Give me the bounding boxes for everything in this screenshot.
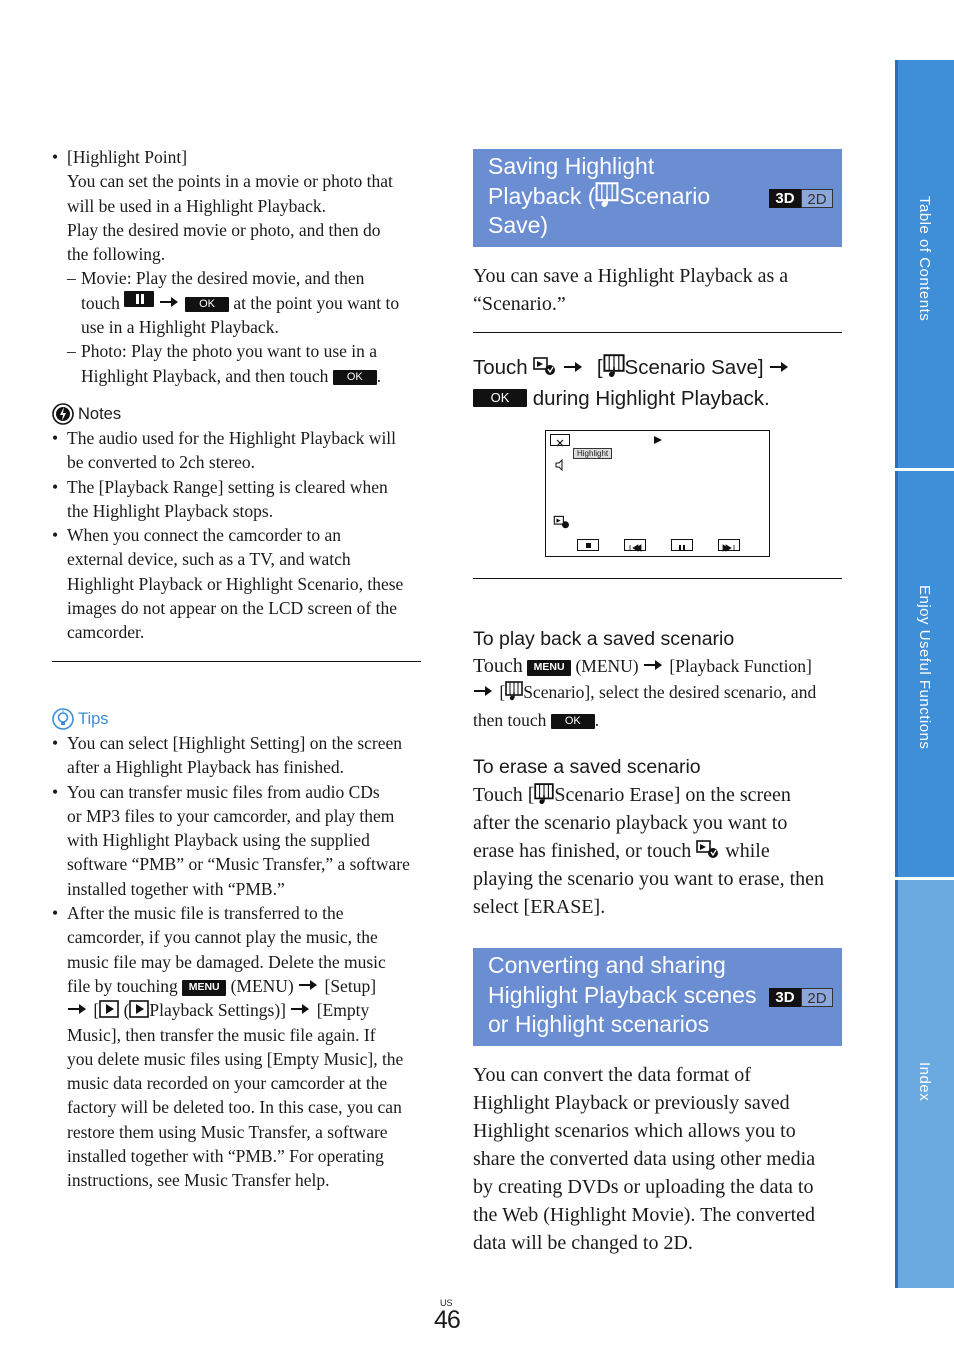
notes-header xyxy=(52,402,427,426)
tab-enjoy-useful-functions[interactable] xyxy=(895,471,954,877)
arrow-icon xyxy=(67,1003,89,1015)
divider xyxy=(52,661,421,662)
pause-button[interactable] xyxy=(671,539,693,551)
stop-button[interactable] xyxy=(577,539,599,551)
ok-button-icon: OK xyxy=(333,370,377,385)
play-status-icon xyxy=(653,435,663,445)
movie-text: – Movie: Play the desired movie, and then xyxy=(81,268,365,289)
note-item: • The [Playback Range] setting is cleared when the Highlight Playback stops. xyxy=(52,475,427,524)
scenario-icon xyxy=(534,783,554,805)
hp-text: Play the desired movie or photo, and then do xyxy=(67,219,381,240)
volume-icon xyxy=(554,459,566,471)
hp-text: will be used in a Highlight Playback. xyxy=(67,195,327,216)
lcd-screen-illustration xyxy=(545,430,770,557)
menu-button-icon: MENU xyxy=(182,980,226,996)
divider xyxy=(473,578,842,579)
ok-button-icon: OK xyxy=(185,297,229,312)
notes-list xyxy=(52,426,427,645)
tip-item: • After the music file is transferred to the camcorder, if you cannot play the music, the music file may be damaged. Delete the music file by touching MENU (MENU) [Setup] [ ( Playback Settings)] [Empty Music], then transfer the music file again. If you delete music files using [Empty Music], the music data recorded on your camcorder at the factory will be deleted too. In this case, you can restore them using Music Transfer, a software installed together with “PMB.” For operating instructions, see Music Transfer help. xyxy=(52,901,427,1193)
section-title: or Highlight scenarios xyxy=(488,1011,710,1037)
lightbulb-icon xyxy=(52,708,74,730)
sec2-body: You can convert the data format of Highlight Playback or previously saved Highlight scenarios which allows you to share the converted data using other media by creating DVDs or uploading the data to the Web (Highlight Movie). The converted data will be changed to 2D. xyxy=(473,1064,816,1254)
badge-3d: 3D xyxy=(769,189,801,208)
arrow-icon xyxy=(563,361,585,373)
notes-title: Notes xyxy=(78,404,122,423)
converting-sharing-header xyxy=(473,948,842,1046)
photo-step xyxy=(67,339,427,388)
tab-index[interactable] xyxy=(895,880,954,1288)
divider xyxy=(473,332,842,333)
tab-label: Index xyxy=(916,1062,933,1102)
arrow-icon xyxy=(290,1003,312,1015)
previous-button[interactable] xyxy=(624,539,646,551)
tips-title: Tips xyxy=(78,709,109,728)
tip-item: • You can transfer music files from audio CDs or MP3 files to your camcorder, and play them with Highlight Playback using the supplied software “PMB” or “Music Transfer,” a software installed together with “PMB.” xyxy=(52,780,427,901)
tab-label: Enjoy Useful Functions xyxy=(916,585,933,750)
note-item: • When you connect the camcorder to an external device, such as a TV, and watch Highlight Playback or Highlight Scenario, these images do not appear on the LCD screen of the camcorder. xyxy=(52,523,427,644)
arrow-icon xyxy=(298,979,320,991)
saving-highlight-header xyxy=(473,149,842,247)
movie-text: touch xyxy=(81,292,120,313)
tips-section xyxy=(52,707,427,1193)
photo-text: Highlight Playback, and then touch xyxy=(81,365,329,386)
period: . xyxy=(376,365,382,386)
highlight-label: Highlight xyxy=(573,448,612,459)
hp-text: the following. xyxy=(67,244,166,265)
movie-text-line xyxy=(81,291,427,315)
section-title: Saving Highlight xyxy=(488,153,655,179)
scenario-icon xyxy=(603,354,625,378)
badge-2d: 2D xyxy=(801,189,833,208)
region-code: US xyxy=(440,1298,453,1308)
section-title-line: Playback ( Scenario xyxy=(488,182,711,209)
tips-list xyxy=(52,731,427,1193)
arrow-icon xyxy=(473,685,495,697)
hp-label: • [Highlight Point] xyxy=(67,147,188,167)
scenario-icon xyxy=(595,182,619,208)
section-title: Converting and sharing xyxy=(488,952,726,978)
notes-icon xyxy=(52,403,74,425)
section-title: Save) xyxy=(488,212,549,238)
page-number: 46 xyxy=(434,1306,460,1334)
tab-label: Table of Contents xyxy=(916,196,933,322)
arrow-icon xyxy=(643,659,665,671)
note-item: • The audio used for the Highlight Playback will be converted to 2ch stereo. xyxy=(52,426,427,475)
hp-text: You can set the points in a movie or photo that xyxy=(67,171,393,192)
ok-button-icon: OK xyxy=(551,714,595,729)
subsection-title: To erase a saved scenario xyxy=(473,756,701,778)
movie-step xyxy=(67,266,427,339)
next-button[interactable] xyxy=(718,539,740,551)
highlight-point-section xyxy=(52,145,427,388)
scenario-save-icon xyxy=(696,839,720,859)
sec1-body: You can save a Highlight Playback as a “Scenario.” xyxy=(473,265,789,315)
photo-text-line xyxy=(81,364,427,388)
scenario-save-icon[interactable] xyxy=(553,515,571,529)
menu-button-icon: MENU xyxy=(527,660,571,676)
section-title: Highlight Playback scenes xyxy=(488,981,757,1008)
playback-icon xyxy=(99,1000,119,1018)
badge-3d: 3D xyxy=(769,988,801,1007)
playback-icon xyxy=(129,1000,149,1018)
movie-text: at the point you want to xyxy=(233,292,400,313)
ok-button-icon: OK xyxy=(473,389,527,407)
play-back-section: To play back a saved scenario Touch MENU (MENU) [Playback Function] [ Scenario], select the desired scenario, and then touch OK . xyxy=(473,625,853,733)
scenario-icon xyxy=(505,681,523,701)
erase-section: To erase a saved scenario Touch [ Scenario Erase] on the screen after the scenario playback you want to erase has finished, or touch while playing the scenario you want to erase, then select [ERASE]. xyxy=(473,753,853,921)
tips-header xyxy=(52,707,427,731)
tab-table-of-contents[interactable] xyxy=(895,60,954,468)
movie-text: use in a Highlight Playback. xyxy=(81,317,279,338)
touch-instruction: Touch [ Scenario Save] OK during Highlight Playback. xyxy=(473,352,853,414)
badge-2d: 2D xyxy=(801,988,833,1007)
highlight-point-item xyxy=(52,145,427,388)
3d-2d-badge xyxy=(769,988,833,1007)
notes-section xyxy=(52,402,427,645)
subsection-title: To play back a saved scenario xyxy=(473,628,735,650)
scenario-save-icon xyxy=(533,356,557,376)
3d-2d-badge xyxy=(769,189,833,208)
tip-item: • You can select [Highlight Setting] on the screen after a Highlight Playback has finished. xyxy=(52,731,427,780)
photo-text: – Photo: Play the photo you want to use in a xyxy=(81,341,378,362)
arrow-icon xyxy=(769,361,791,373)
close-icon xyxy=(550,434,570,446)
arrow-icon xyxy=(159,296,181,308)
pause-button-icon xyxy=(124,291,154,307)
